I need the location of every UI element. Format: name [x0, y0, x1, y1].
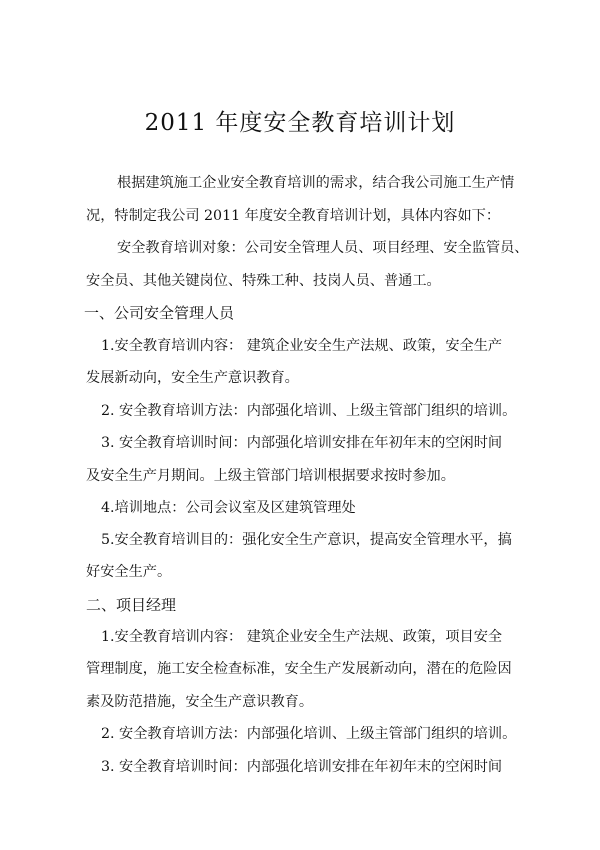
s1-line-5: 及安全生产月期间。上级主管部门培训根据要求按时参加。 [86, 468, 455, 484]
s2-line-5: 3. 安全教育培训时间：内部强化培训安排在年初年末的空闲时间 [101, 759, 503, 775]
section-heading-management: 一、公司安全管理人员 [84, 304, 235, 322]
document-title: 2011 年度安全教育培训计划 [144, 110, 456, 136]
s2-line-1: 1.安全教育培训内容： 建筑企业安全生产法规、政策，项目安全 [101, 629, 503, 645]
s1-line-3: 2. 安全教育培训方法：内部强化培训、上级主管部门组织的培训。 [101, 403, 517, 419]
s2-line-2: 管理制度，施工安全检查标准，安全生产发展新动向，潜在的危险因 [86, 661, 512, 677]
s1-line-6: 4.培训地点：公司会议室及区建筑管理处 [101, 500, 356, 516]
s1-line-7: 5.安全教育培训目的：强化安全生产意识，提高安全管理水平，搞 [101, 532, 512, 548]
intro-line-1: 根据建筑施工企业安全教育培训的需求，结合我公司施工生产情 [117, 175, 515, 191]
s2-line-4: 2. 安全教育培训方法：内部强化培训、上级主管部门组织的培训。 [101, 726, 517, 742]
s1-line-2: 发展新动向，安全生产意识教育。 [86, 370, 299, 386]
intro-line-3: 安全教育培训对象：公司安全管理人员、项目经理、安全监管员、 [117, 240, 529, 256]
section-heading-project-manager: 二、项目经理 [86, 596, 177, 614]
intro-line-2: 况，特制定我公司 2011 年度安全教育培训计划，具体内容如下： [86, 208, 501, 224]
s1-line-1: 1.安全教育培训内容： 建筑企业安全生产法规、政策，安全生产 [101, 338, 503, 354]
s1-line-8: 好安全生产。 [86, 564, 172, 580]
s1-line-4: 3. 安全教育培训时间：内部强化培训安排在年初年末的空闲时间 [101, 435, 503, 451]
intro-line-4: 安全员、其他关键岗位、特殊工种、技岗人员、普通工。 [86, 273, 441, 289]
s2-line-3: 素及防范措施，安全生产意识教育。 [86, 694, 314, 710]
